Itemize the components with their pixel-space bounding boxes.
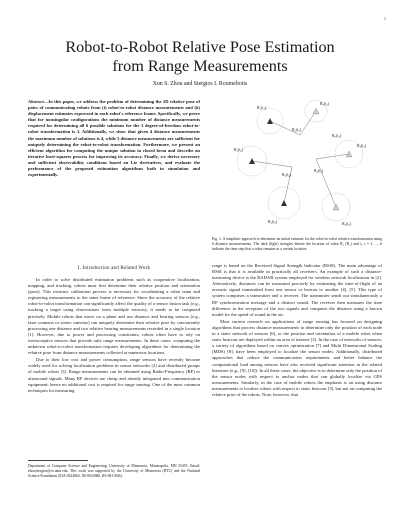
label-r2-t6: R₂(t₆) <box>342 221 352 226</box>
abstract <box>28 99 200 178</box>
distance-line <box>316 154 349 159</box>
paragraph: Due to their low cost and power consumption, range sensors have recently become widely used for solving localization problems in sensor networks [2] and distributed groups of mobile robots [3]. Range measurements can be obtained using Radio-Frequency (RF) or ultrasound signals. Many RF devices are cheap and already integrated into communication equipment; hence no additional cost is required for range sensing. One of the most common techniques for measuring <box>28 357 200 393</box>
label-r2-t2: R₂(t₂) <box>332 133 342 138</box>
section-heading: I. Introduction and Related Work <box>77 266 151 271</box>
robot-r2-marker <box>333 204 339 210</box>
right-column-body <box>212 263 382 398</box>
distance-line <box>300 111 316 135</box>
distance-line <box>252 161 292 167</box>
robot-r2-marker <box>346 151 352 157</box>
label-r2-t5: R₂(t₅) <box>314 168 324 173</box>
figure-caption: Fig. 1. A simplistic approach to determine an initial estimate for the robot-to-robot relative transformation using 6 distance measurements. The dark (light) triangles denote the location of robot R₁ (R₂) and tᵢ, i = 1, ..., 6 indicate the time step that a robot remains at a certain location. <box>212 237 382 251</box>
title-line-2: from Range Measurements <box>112 57 288 75</box>
left-column-body <box>28 277 200 394</box>
label-r1-t1: R₁(t₁) <box>257 105 267 110</box>
paragraph: In order to solve distributed estimation problems such as cooperative localization, mapping, and tracking, robots must first determine their relative position and orientation (pose). This extrinsic calibration process is necessary for coordinating a robot team and registering measurements to the same frame of reference. Since the accuracy of the relative robot-to-robot transformation can significantly affect the quality of a sensor fusion task (e.g., tracking a target using observations from multiple sensors), it needs to be computed precisely. Mobile robots that move on a plane and use distance and bearing sensors (e.g., laser scanners or stereo cameras) can uniquely determine their relative pose by concurrently processing one distance and two relative bearing measurements recorded in a single location [1]. However, due to power and processing constraints, robots often have to rely on exteroceptive sensors that provide only range measurements. In these cases, computing the unknown robot-to-robot transformation requires developing algorithms for determining the relative pose from distance measurements collected at numerous locations. <box>28 277 200 356</box>
abstract-text: —In this paper, we address the problem of determining the 2D relative pose of pairs of communicating robots from (i) robot-to-robot distance measurements and (ii) displacement estimates expressed in each robot's reference frame. Specifically, we prove that for nonsingular configurations the minimum number of distance measurements required for determining all 6 possible solutions for the 3 degree-of-freedom robot-to-robot transformation is 3. Additionally, we show that given 4 distance measurements the maximum number of solutions is 4, while 5 distance measurements are sufficient for uniquely determining the robot-to-robot transformation. Furthermore, we present an efficient algorithm for computing the unique solution in closed form and describe an iterative least-squares process for improving its accuracy. Finally, we derive necessary and sufficient observability conditions based on Lie derivatives, and evaluate the performance of the proposed estimation algorithms both in simulation and experimentally. <box>28 99 200 178</box>
label-r1-t3: R₁(t₃) <box>234 147 244 152</box>
label-r1-t6: R₁(t₆) <box>268 219 278 224</box>
abstract-lead: Abstract <box>28 99 44 104</box>
label-r2-t3: R₂(t₃) <box>357 143 367 148</box>
robot-diagram-svg <box>212 99 382 234</box>
paragraph: range is based on the Received Signal Strength Indicator (RSSI). The main advantage of RSSI is that it is available in practically all receivers. An example of such a distance-measuring device is the RADAR system employed for wireless network localization in [2]. Alternatively, distances can be measured precisely by estimating the time-of-flight of an acoustic signal transmitted from one sensor or beacon to another [4], [5]. This type of system comprises a transmitter and a receiver. The transmitter sends out simultaneously a RF synchronization message and a distinct sound. The receiver then measures the time difference in the reception of the two signals and computes the distance using a known model for the speed of sound in the air. <box>212 263 382 317</box>
paper-title <box>0 38 400 76</box>
label-r1-t2: R₁(t₂) <box>292 127 302 132</box>
paragraph: Most current research on applications of range sensing has focused on designing algorithms that process distance measurements to determine only the position of each node in a static network of sensors [6], or the position and orientation of a mobile robot when static beacons are deployed within an area of interest [3]. In the case of networks of sensors, a variety of algorithms based on convex optimization [7] and Multi Dimensional Scaling (MDS) [8], have been employed to localize the sensor nodes. Additionally, distributed approaches that reduce the communication requirements and better balance the computational load among sensors have also received significant attention in the related literature (e.g., [9], [10]). In all these cases, the objective is to determine only the position of the sensor nodes with respect to anchor nodes that can globally localize via GPS measurements. Similarly, in the case of mobile robots the emphasis is on using distance measurements to localize robots with respect to static beacons [3], but not on computing the relative pose of the robots. Note, however, that <box>212 318 382 397</box>
figure-robot-diagram <box>212 99 382 234</box>
footnote-rule <box>28 460 88 461</box>
label-r1-t4: R₁(t₄) <box>282 172 292 177</box>
robot-r1-marker <box>249 158 255 164</box>
label-r2-t1: R₂(t₁) <box>320 101 330 106</box>
title-line-1: Robot-to-Robot Relative Pose Estimation <box>65 38 335 56</box>
footnote: Department of Computer Science and Engineering, University of Minnesota, Minneapolis, MN 55455. Email: zhou|stergios@cs.umn.edu. This work was supported by the University of Minnesota (DTC) and the National Science Foundation (EIA-0324864, IIS-0643680, IIS-0811946). <box>28 464 200 478</box>
authors: Xun S. Zhou and Stergios I. Roumeliotis <box>152 81 248 87</box>
robot-r1-marker <box>267 118 273 124</box>
robot-r2-marker <box>313 108 319 114</box>
page-number: 1 <box>384 16 386 21</box>
robot-r1-marker <box>281 200 287 206</box>
distance-line <box>316 159 336 207</box>
